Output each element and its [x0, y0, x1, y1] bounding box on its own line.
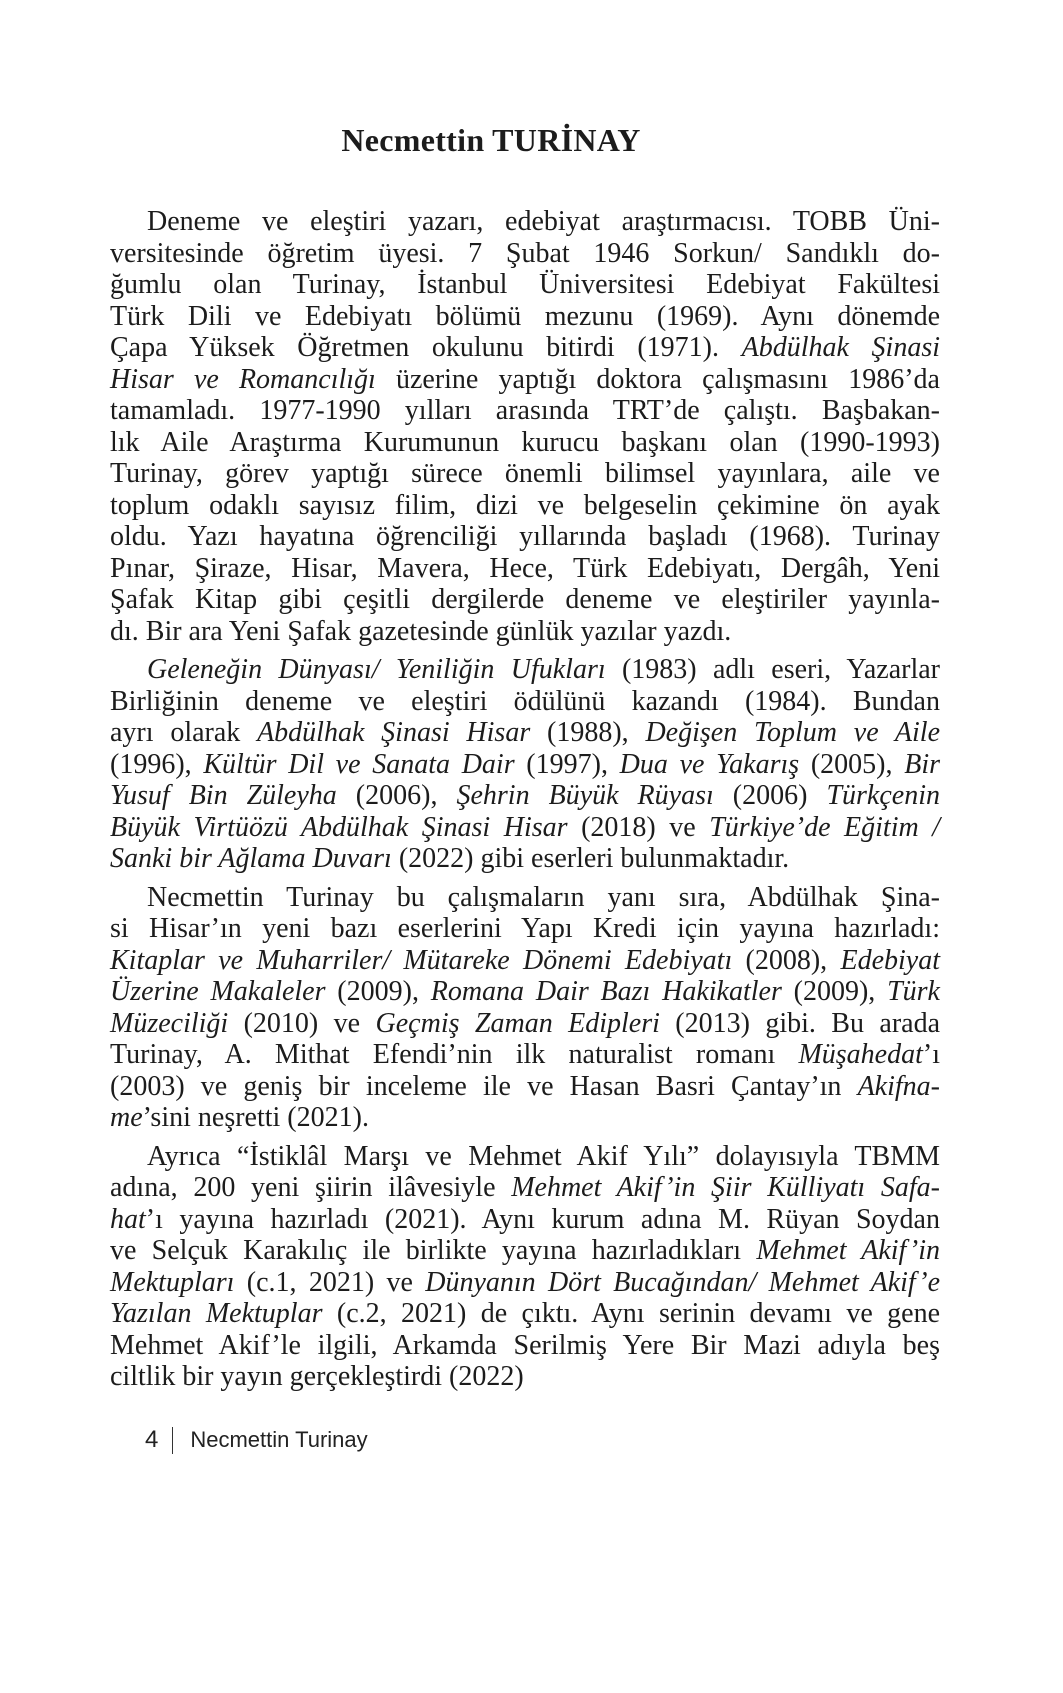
- italic-title: Geçmiş Zaman Edipleri: [375, 1007, 660, 1039]
- text-run: (2022) gibi eserleri bulunmaktadır.: [391, 843, 790, 874]
- text-line: [110, 269, 940, 301]
- italic-title: Hisar ve Romancılığı: [110, 363, 376, 395]
- text-line: [110, 1071, 940, 1103]
- body-text: [110, 206, 940, 1393]
- text-line: [110, 717, 940, 749]
- text-line: [110, 913, 940, 945]
- italic-title: Bir: [904, 748, 940, 780]
- text-run: Necmettin Turinay bu çalışmaların yanı sıra, Abdülhak Şina-: [147, 881, 940, 913]
- text-run: (2010) ve: [228, 1007, 376, 1039]
- paragraph: [110, 882, 940, 1134]
- text-run: adına, 200 yeni şiirin ilâvesiyle: [110, 1172, 512, 1203]
- paragraph: [110, 654, 940, 875]
- text-run: (1988),: [530, 717, 646, 748]
- text-run: Turinay, görev yaptığı sürece önemli bilimsel yayınlara, aile ve: [110, 458, 940, 489]
- italic-title: Geleneğin Dünyası/ Yeniliğin Ufukları: [147, 654, 606, 685]
- text-line: [110, 945, 940, 977]
- text-line: [110, 749, 940, 781]
- text-run: ’ı yayına hazırladı (2021). Aynı kurum adına M. Rüyan Soydan: [145, 1203, 940, 1235]
- italic-title: me: [110, 1102, 143, 1133]
- text-run: tamamladı. 1977-1990 yılları arasında TRT’de çalıştı. Başbakan-: [110, 395, 940, 426]
- text-line: [110, 395, 940, 427]
- text-run: (2008),: [732, 944, 841, 976]
- text-line: [110, 584, 940, 616]
- italic-title: Dünyanın Dört Bucağından/ Mehmet Akif’e: [425, 1266, 940, 1298]
- text-line: [110, 1141, 940, 1173]
- italic-title: Türkçenin: [826, 780, 940, 811]
- page-number: 4: [145, 1426, 159, 1453]
- paragraph: [110, 1141, 940, 1393]
- italic-title: hat: [110, 1203, 146, 1235]
- italic-title: Mehmet Akif’in: [756, 1235, 941, 1266]
- italic-title: Sanki bir Ağlama Duvarı: [110, 843, 392, 874]
- text-run: (2006): [713, 780, 827, 811]
- text-line: [110, 1235, 940, 1267]
- text-run: (2013) gibi. Bu arada: [659, 1007, 941, 1039]
- text-run: toplum odaklı sayısız filim, dizi ve belgeselin çekimine ön ayak: [110, 489, 940, 521]
- text-line: [110, 364, 940, 396]
- text-line: [110, 1102, 940, 1134]
- text-line: [110, 206, 940, 238]
- text-run: (1997),: [514, 748, 620, 780]
- italic-title: Mehmet Akif’in Şiir Külliyatı Safa-: [511, 1172, 940, 1203]
- italic-title: Akifna-: [857, 1070, 940, 1102]
- text-line: [110, 490, 940, 522]
- italic-title: Müzeciliği: [110, 1007, 229, 1039]
- text-line: [110, 976, 940, 1008]
- italic-title: Kültür Dil ve Sanata Dair: [203, 748, 515, 780]
- italic-title: Türk: [887, 976, 940, 1007]
- italic-title: Dua ve Yakarış: [619, 748, 800, 780]
- text-line: [110, 521, 940, 553]
- italic-title: Büyük Virtüözü Abdülhak Şinasi Hisar: [110, 811, 568, 843]
- text-run: si Hisar’ın yeni bazı eserlerini Yapı Kredi için yayına hazırladı:: [110, 913, 940, 944]
- italic-title: Romana Dair Bazı Hakikatler: [430, 976, 782, 1007]
- text-run: Mehmet Akif’le ilgili, Arkamda Serilmiş Yere Bir Mazi adıyla beş: [110, 1329, 940, 1361]
- text-run: (2006),: [336, 780, 457, 811]
- text-run: ’sini neşretti (2021).: [142, 1102, 369, 1133]
- paragraph: [110, 206, 940, 647]
- text-line: [110, 1008, 940, 1040]
- text-run: ve Selçuk Karakılıç ile birlikte yayına hazırladıkları: [110, 1235, 757, 1266]
- text-run: Şafak Kitap gibi çeşitli dergilerde deneme ve eleştiriler yayınla-: [110, 584, 940, 615]
- text-line: [110, 654, 940, 686]
- italic-title: Yusuf Bin Züleyha: [110, 780, 337, 811]
- text-run: lık Aile Araştırma Kurumunun kurucu başkanı olan (1990-1993): [110, 426, 940, 458]
- text-run: Türk Dili ve Edebiyatı bölümü mezunu (1969). Aynı dönemde: [110, 300, 940, 332]
- text-line: [110, 427, 940, 459]
- footer-separator: [172, 1427, 173, 1454]
- italic-title: Türkiye’de Eğitim /: [709, 811, 941, 843]
- text-line: [110, 780, 940, 812]
- italic-title: Mektupları: [110, 1266, 235, 1298]
- text-run: (c.1, 2021) ve: [234, 1266, 426, 1298]
- text-run: (2018) ve: [567, 811, 710, 843]
- text-line: [110, 332, 940, 364]
- text-run: Deneme ve eleştiri yazarı, edebiyat araştırmacısı. TOBB Üni-: [147, 206, 940, 237]
- text-run: dı. Bir ara Yeni Şafak gazetesinde günlük yazılar yazdı.: [110, 615, 732, 647]
- text-line: [110, 1204, 940, 1236]
- chapter-title: Necmettin TURİNAY: [341, 122, 641, 158]
- text-line: [110, 1172, 940, 1204]
- text-run: (1983) adlı eseri, Yazarlar: [605, 654, 940, 685]
- text-line: [110, 1361, 940, 1393]
- running-head: Necmettin Turinay: [190, 1427, 368, 1452]
- text-line: [110, 301, 940, 333]
- text-run: (2009),: [325, 976, 431, 1007]
- text-run: (c.2, 2021) de çıktı. Aynı serinin devamı ve gene: [322, 1298, 941, 1329]
- text-run: ciltlik bir yayın gerçekleştirdi (2022): [110, 1361, 524, 1392]
- italic-title: Şehrin Büyük Rüyası: [456, 780, 714, 811]
- text-run: Ayrıca “İstiklâl Marşı ve Mehmet Akif Yılı” dolayısıyla TBMM: [147, 1140, 940, 1172]
- text-line: [110, 882, 940, 914]
- italic-title: Üzerine Makaleler: [110, 976, 326, 1007]
- text-run: Çapa Yüksek Öğretmen okulunu bitirdi (1971).: [110, 332, 742, 363]
- text-line: [110, 686, 940, 718]
- text-run: ’ı: [922, 1039, 940, 1070]
- text-run: Turinay, A. Mithat Efendi’nin ilk naturalist romanı: [110, 1039, 799, 1070]
- text-run: (2009),: [781, 976, 888, 1007]
- text-line: [110, 1039, 940, 1071]
- text-run: Pınar, Şiraze, Hisar, Mavera, Hece, Türk Edebiyatı, Dergâh, Yeni: [110, 552, 940, 584]
- italic-title: Edebiyat: [840, 944, 940, 976]
- italic-title: Abdülhak Şinasi: [741, 332, 940, 363]
- text-line: [110, 1330, 940, 1362]
- italic-title: Yazılan Mektuplar: [110, 1298, 323, 1329]
- italic-title: Müşahedat: [798, 1039, 923, 1070]
- text-line: [110, 1298, 940, 1330]
- italic-title: Abdülhak Şinasi Hisar: [257, 717, 531, 748]
- text-line: [110, 812, 940, 844]
- text-run: üzerine yaptığı doktora çalışmasını 1986’da: [375, 363, 940, 395]
- text-run: Birliğinin deneme ve eleştiri ödülünü kazandı (1984). Bundan: [110, 685, 940, 717]
- text-line: [110, 238, 940, 270]
- italic-title: Değişen Toplum ve Aile: [645, 717, 941, 748]
- text-line: [110, 616, 940, 648]
- text-line: [110, 458, 940, 490]
- italic-title: Kitaplar ve Muharriler/ Mütareke Dönemi Edebiyatı: [110, 944, 733, 976]
- text-run: (2005),: [799, 748, 905, 780]
- text-run: (2003) ve geniş bir inceleme ile ve Hasan Basri Çantay’ın: [110, 1070, 858, 1102]
- text-run: (1996),: [110, 748, 204, 780]
- text-run: oldu. Yazı hayatına öğrenciliği yıllarında başladı (1968). Turinay: [110, 521, 940, 552]
- text-line: [110, 553, 940, 585]
- text-run: versitesinde öğretim üyesi. 7 Şubat 1946 Sorkun/ Sandıklı do-: [110, 237, 940, 269]
- text-run: ayrı olarak: [110, 717, 258, 748]
- text-run: ğumlu olan Turinay, İstanbul Üniversitesi Edebiyat Fakültesi: [110, 269, 940, 300]
- page-footer: [145, 1426, 368, 1454]
- text-line: [110, 1267, 940, 1299]
- text-line: [110, 843, 940, 875]
